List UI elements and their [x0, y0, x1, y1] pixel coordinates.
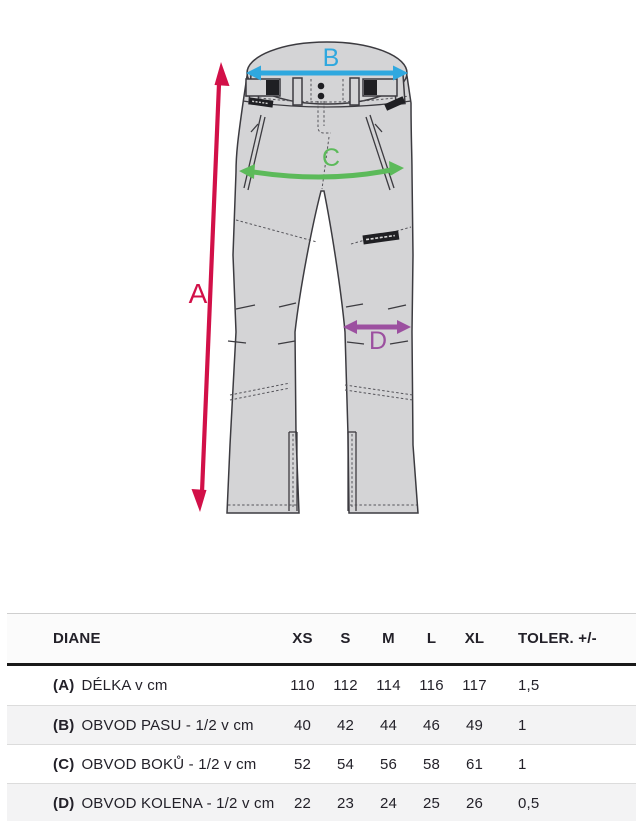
cell-s: 112 — [333, 677, 358, 694]
row-label: (A) DÉLKA v cm — [53, 677, 168, 694]
cell-tolerance: 0,5 — [518, 794, 540, 812]
size-table-header — [7, 614, 636, 666]
header-xs: XS — [292, 630, 313, 647]
waist-button-bottom — [318, 93, 325, 100]
waist-button-top — [318, 83, 325, 90]
cell-m: 56 — [379, 755, 398, 773]
label-b: B — [322, 44, 340, 72]
table-row-waist — [7, 705, 636, 744]
header-m: M — [382, 630, 395, 647]
cell-s: 23 — [336, 794, 355, 812]
header-tolerance: TOLER. +/- — [518, 630, 597, 647]
label-c: C — [321, 144, 341, 172]
cell-xl: 61 — [465, 755, 484, 773]
cell-l: 25 — [422, 794, 441, 812]
header-xl: XL — [464, 630, 485, 647]
cell-s: 54 — [336, 755, 355, 773]
cell-s: 42 — [336, 716, 355, 734]
size-table — [7, 613, 636, 821]
measurement-arrow-length-a — [189, 62, 230, 512]
table-row-hips — [7, 744, 636, 783]
cell-xs: 52 — [293, 755, 312, 773]
cell-xl: 117 — [462, 677, 487, 694]
waist-tab-right — [363, 79, 397, 96]
cell-xl: 49 — [465, 716, 484, 734]
cell-tolerance: 1 — [518, 755, 527, 773]
cell-xs: 22 — [293, 794, 312, 812]
header-product: DIANE — [53, 630, 101, 647]
cell-m: 114 — [376, 677, 401, 694]
cell-xl: 26 — [465, 794, 484, 812]
cell-m: 24 — [379, 794, 398, 812]
header-s: S — [340, 630, 351, 647]
row-label: (B) OBVOD PASU - 1/2 v cm — [53, 716, 254, 734]
cell-tolerance: 1 — [518, 716, 527, 734]
label-d: D — [368, 327, 388, 355]
table-row-knee — [7, 783, 636, 821]
waist-tab-left — [246, 79, 280, 96]
row-label: (D) OBVOD KOLENA - 1/2 v cm — [53, 794, 275, 812]
cell-l: 46 — [422, 716, 441, 734]
cell-xs: 110 — [290, 677, 315, 694]
cell-tolerance: 1,5 — [518, 677, 540, 694]
header-l: L — [426, 630, 437, 647]
cell-m: 44 — [379, 716, 398, 734]
cell-l: 116 — [419, 677, 444, 694]
cell-xs: 40 — [293, 716, 312, 734]
table-row-length — [7, 666, 636, 705]
label-a: A — [188, 278, 208, 309]
cell-l: 58 — [422, 755, 441, 773]
row-label: (C) OBVOD BOKŮ - 1/2 v cm — [53, 755, 257, 773]
pants-body — [227, 76, 418, 513]
